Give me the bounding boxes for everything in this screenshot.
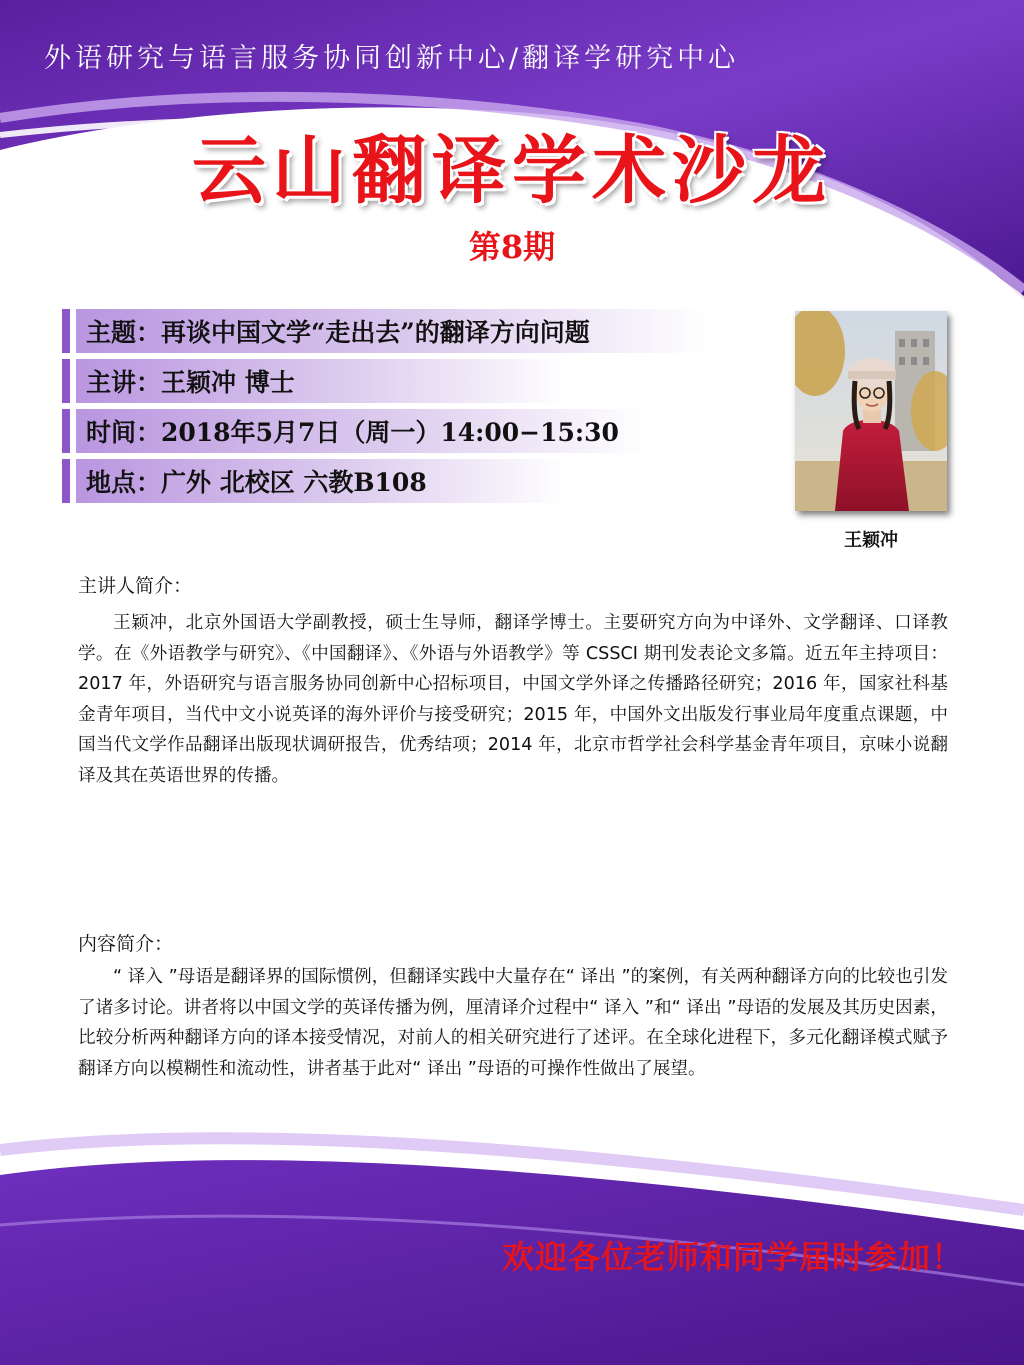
bar-body: [76, 309, 706, 353]
event-title: 云山翻译学术沙龙: [192, 128, 832, 214]
content-intro-heading: 内容简介：: [78, 933, 174, 955]
speaker-intro-text: 王颖冲，北京外国语大学副教授，硕士生导师，翻译学博士。主要研究方向为中译外、文学翻译、口译教学。在《外语教学与研究》、《中国翻译》、《外语与外语教学》等 CSSCI 期刊发表论文多篇。近五年主持项目：2017 年，外语研究与语言服务协同创新中心招标项目，中国文学外译之传播路径研究；2016 年，国家社科基金青年项目，当代中文小说英译的海外评价与接受研究；2015 年，中国外文出版发行事业局年度重点课题，中国当代文学作品翻译出版现状调研报告，优秀结项；2014 年，北京市哲学社会科学基金青年项目，京味小说翻译及其在英语世界的传播。: [78, 613, 948, 786]
info-row-topic: [62, 309, 706, 353]
bar-body: [76, 359, 566, 403]
topic-text: 主题：再谈中国文学“走出去”的翻译方向问题: [86, 318, 590, 347]
info-row-time: [62, 409, 646, 453]
content-intro-text: “ 译入 ”母语是翻译界的国际惯例，但翻译实践中大量存在“ 译出 ”的案例，有关两种翻译方向的比较也引发了诸多讨论。讲者将以中国文学的英译传播为例，厘清译介过程中“ 译入 ”和“ 译出 ”母语的发展及其历史因素，比较分析两种翻译方向的译本接受情况，对前人的相关研究进行了述评。在全球化进程下，多元化翻译模式赋予翻译方向以模糊性和流动性，讲者基于此对“ 译出 ”母语的可操作性做出了展望。: [78, 967, 948, 1079]
photo-caption: 王颖冲: [844, 530, 898, 551]
bar-accent: [62, 309, 70, 353]
welcome-message: 欢迎各位老师和同学届时参加！: [501, 1238, 964, 1276]
bar-accent: [62, 359, 70, 403]
speaker-text: 主讲：王颖冲 博士: [86, 368, 295, 397]
bar-body: [76, 409, 646, 453]
bar-accent: [62, 459, 70, 503]
time-text: 时间：2018年5月7日（周一）14:00−15:30: [86, 418, 619, 447]
speaker-intro-heading: 主讲人简介：: [78, 575, 193, 597]
bar-accent: [62, 409, 70, 453]
organization-header: 外语研究与语言服务协同创新中心/翻译学研究中心: [44, 43, 740, 74]
speaker-photo-illustration: [795, 311, 947, 511]
info-row-venue: [62, 459, 566, 503]
info-row-speaker: [62, 359, 566, 403]
issue-number: 第8期: [468, 228, 556, 266]
venue-text: 地点：广外 北校区 六教B108: [86, 468, 427, 497]
bar-body: [76, 459, 566, 503]
speaker-photo: [795, 311, 947, 511]
